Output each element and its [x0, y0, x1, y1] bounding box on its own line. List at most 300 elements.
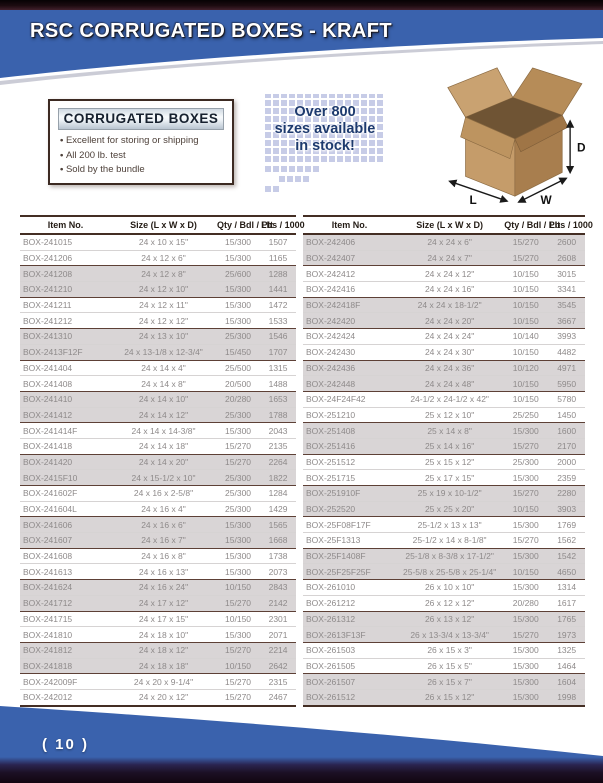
table-row: [20, 250, 296, 266]
qty-cell: 10/150: [503, 376, 548, 392]
spec-table-left: [20, 215, 305, 707]
promo-mosaic-strip: [265, 184, 279, 192]
item-no-cell: BOX-241812: [20, 642, 111, 658]
size-cell: 24 x 10 x 15": [111, 234, 216, 250]
lbs-cell: 2359: [548, 470, 585, 486]
size-cell: 24 x 14 x 20": [111, 454, 216, 470]
item-no-cell: BOX-2613F13F: [303, 627, 396, 643]
column-header-qty: Qty / Bdl / Plt: [503, 216, 548, 234]
table-row: [20, 438, 296, 454]
table-row: [303, 533, 585, 549]
size-cell: 24 x 24 x 6": [396, 234, 503, 250]
depth-label: D: [577, 140, 586, 155]
size-cell: 24 x 24 x 24": [396, 329, 503, 345]
qty-cell: 15/300: [503, 517, 548, 533]
lbs-cell: 1488: [260, 376, 296, 392]
size-cell: 24 x 12 x 8": [111, 266, 216, 282]
qty-cell: 15/450: [216, 344, 260, 360]
qty-cell: 25/300: [503, 454, 548, 470]
qty-cell: 25/500: [216, 360, 260, 376]
item-no-cell: BOX-261503: [303, 642, 396, 658]
lbs-cell: 1472: [260, 297, 296, 313]
size-cell: 24 x 17 x 12": [111, 595, 216, 611]
table-header: [303, 216, 593, 234]
size-cell: 24 x 13-1/8 x 12-3/4": [111, 344, 216, 360]
lbs-cell: 1165: [260, 250, 296, 266]
lbs-cell: 1314: [548, 580, 585, 596]
table-row: [20, 580, 296, 596]
qty-cell: 10/150: [503, 297, 548, 313]
item-no-cell: BOX-242418F: [303, 297, 396, 313]
size-cell: 24 x 24 x 18-1/2": [396, 297, 503, 313]
table-row: [303, 611, 585, 627]
size-cell: 24 x 16 x 6": [111, 517, 216, 533]
table-row: [303, 595, 585, 611]
qty-cell: 15/300: [216, 297, 260, 313]
table-row: [20, 391, 296, 407]
qty-cell: 15/300: [503, 470, 548, 486]
lbs-cell: 1464: [548, 658, 585, 674]
table-row: [20, 344, 296, 360]
item-no-cell: BOX-241712: [20, 595, 111, 611]
size-cell: 26 x 15 x 7": [396, 674, 503, 690]
lbs-cell: 1533: [260, 313, 296, 329]
table-row: [20, 642, 296, 658]
bullet-item: • Excellent for storing or shipping: [60, 134, 232, 149]
length-label: L: [469, 193, 477, 206]
item-no-cell: BOX-241208: [20, 266, 111, 282]
lbs-cell: 2264: [260, 454, 296, 470]
table-row: [303, 642, 585, 658]
lbs-cell: 1738: [260, 548, 296, 564]
table-row: [303, 407, 585, 423]
lbs-cell: 1562: [548, 533, 585, 549]
item-no-cell: BOX-251416: [303, 438, 396, 454]
qty-cell: 15/300: [216, 423, 260, 439]
lbs-cell: 1288: [260, 266, 296, 282]
qty-cell: 15/300: [216, 564, 260, 580]
promo-line: sizes available: [274, 121, 376, 138]
lbs-cell: 2135: [260, 438, 296, 454]
qty-cell: 10/150: [503, 344, 548, 360]
size-cell: 24 x 20 x 9-1/4": [111, 674, 216, 690]
lbs-cell: 1315: [260, 360, 296, 376]
page-number: ( 10 ): [42, 736, 90, 753]
lbs-cell: 1668: [260, 533, 296, 549]
column-header-qty: Qty / Bdl / Plt: [216, 216, 260, 234]
size-cell: 24 x 14 x 8": [111, 376, 216, 392]
info-box-title: CORRUGATED BOXES: [58, 108, 224, 130]
item-no-cell: BOX-261312: [303, 611, 396, 627]
size-cell: 24 x 24 x 20": [396, 313, 503, 329]
item-no-cell: BOX-251408: [303, 423, 396, 439]
size-cell: 24 x 24 x 12": [396, 266, 503, 282]
lbs-cell: 1284: [260, 486, 296, 502]
item-no-cell: BOX-261512: [303, 689, 396, 705]
table-row: [303, 266, 585, 282]
lbs-cell: 2608: [548, 250, 585, 266]
qty-cell: 15/270: [503, 533, 548, 549]
table-row: [303, 391, 585, 407]
item-no-cell: BOX-241608: [20, 548, 111, 564]
lbs-cell: 2843: [260, 580, 296, 596]
lbs-cell: 1507: [260, 234, 296, 250]
qty-cell: 20/280: [216, 391, 260, 407]
size-cell: 25 x 14 x 16": [396, 438, 503, 454]
qty-cell: 15/270: [503, 627, 548, 643]
size-cell: 26 x 13 x 12": [396, 611, 503, 627]
table-header: [20, 216, 305, 234]
item-no-cell: BOX-2413F12F: [20, 344, 111, 360]
item-no-cell: BOX-241212: [20, 313, 111, 329]
item-no-cell: BOX-252520: [303, 501, 396, 517]
table-row: [303, 658, 585, 674]
qty-cell: 15/300: [503, 611, 548, 627]
qty-cell: 15/300: [503, 580, 548, 596]
table-row: [20, 611, 296, 627]
lbs-cell: 1765: [548, 611, 585, 627]
lbs-cell: 3903: [548, 501, 585, 517]
item-no-cell: BOX-241613: [20, 564, 111, 580]
table-row: [20, 266, 296, 282]
lbs-cell: 1707: [260, 344, 296, 360]
table-row: [303, 674, 585, 690]
table-row: [20, 486, 296, 502]
size-cell: 24 x 14 x 18": [111, 438, 216, 454]
promo-mosaic-strip: [279, 174, 309, 182]
lbs-cell: 1429: [260, 501, 296, 517]
lbs-cell: 1822: [260, 470, 296, 486]
lbs-cell: 2600: [548, 234, 585, 250]
table-row: [20, 501, 296, 517]
qty-cell: 15/300: [216, 533, 260, 549]
qty-cell: 25/300: [216, 407, 260, 423]
lbs-cell: 2301: [260, 611, 296, 627]
item-no-cell: BOX-241624: [20, 580, 111, 596]
info-bullet-list: [60, 134, 232, 178]
size-cell: 24 x 18 x 10": [111, 627, 216, 643]
lbs-cell: 1441: [260, 282, 296, 298]
lbs-cell: 2000: [548, 454, 585, 470]
qty-cell: 15/270: [216, 454, 260, 470]
item-no-cell: BOX-241410: [20, 391, 111, 407]
size-cell: 25-1/2 x 13 x 13": [396, 517, 503, 533]
size-cell: 24 x 16 x 24": [111, 580, 216, 596]
table-row: [20, 234, 296, 250]
spec-table-right: [303, 215, 593, 707]
lbs-cell: 1565: [260, 517, 296, 533]
size-cell: 26 x 12 x 12": [396, 595, 503, 611]
qty-cell: 15/270: [503, 486, 548, 502]
lbs-cell: 1325: [548, 642, 585, 658]
top-dark-bar: [0, 0, 603, 10]
item-no-cell: BOX-241810: [20, 627, 111, 643]
item-no-cell: BOX-25F08F17F: [303, 517, 396, 533]
item-no-cell: BOX-251210: [303, 407, 396, 423]
item-no-cell: BOX-241210: [20, 282, 111, 298]
lbs-cell: 4971: [548, 360, 585, 376]
size-cell: 25 x 25 x 20": [396, 501, 503, 517]
lbs-cell: 2071: [260, 627, 296, 643]
size-cell: 25 x 17 x 15": [396, 470, 503, 486]
lbs-cell: 2280: [548, 486, 585, 502]
table-row: [20, 329, 296, 345]
lbs-cell: 3545: [548, 297, 585, 313]
size-cell: 24 x 12 x 6": [111, 250, 216, 266]
bottom-dark-bar: [0, 757, 603, 783]
item-no-cell: BOX-242436: [303, 360, 396, 376]
lbs-cell: 4650: [548, 564, 585, 580]
column-header-size: Size (L x W x D): [111, 216, 216, 234]
size-cell: 24 x 13 x 10": [111, 329, 216, 345]
table-row: [20, 627, 296, 643]
item-no-cell: BOX-24F24F42: [303, 391, 396, 407]
item-no-cell: BOX-241607: [20, 533, 111, 549]
size-cell: 25-1/2 x 14 x 8-1/8": [396, 533, 503, 549]
size-cell: 24 x 24 x 36": [396, 360, 503, 376]
lbs-cell: 2170: [548, 438, 585, 454]
size-cell: 24 x 14 x 14-3/8": [111, 423, 216, 439]
table-row: [303, 423, 585, 439]
table-row: [303, 548, 585, 564]
lbs-cell: 1450: [548, 407, 585, 423]
item-no-cell: BOX-25F1313: [303, 533, 396, 549]
size-cell: 25-5/8 x 25-5/8 x 25-1/4": [396, 564, 503, 580]
size-cell: 25 x 15 x 12": [396, 454, 503, 470]
promo-line: Over 800: [294, 104, 356, 120]
qty-cell: 25/300: [216, 501, 260, 517]
table-row: [303, 234, 585, 250]
table-row: [303, 282, 585, 298]
item-no-cell: BOX-242012: [20, 689, 111, 705]
size-cell: 24 x 16 x 13": [111, 564, 216, 580]
table-row: [303, 438, 585, 454]
qty-cell: 15/270: [216, 595, 260, 611]
table-row: [303, 344, 585, 360]
item-no-cell: BOX-261507: [303, 674, 396, 690]
item-no-cell: BOX-261505: [303, 658, 396, 674]
qty-cell: 10/150: [503, 501, 548, 517]
lbs-cell: 2214: [260, 642, 296, 658]
lbs-cell: 1604: [548, 674, 585, 690]
lbs-cell: 1769: [548, 517, 585, 533]
size-cell: 24 x 20 x 12": [111, 689, 216, 705]
qty-cell: 15/300: [503, 689, 548, 705]
item-no-cell: BOX-241414F: [20, 423, 111, 439]
qty-cell: 10/150: [503, 313, 548, 329]
qty-cell: 10/150: [216, 611, 260, 627]
qty-cell: 15/300: [503, 674, 548, 690]
table-row: [20, 517, 296, 533]
item-no-cell: BOX-241604L: [20, 501, 111, 517]
lbs-cell: 1788: [260, 407, 296, 423]
item-no-cell: BOX-241418: [20, 438, 111, 454]
page-title: RSC CORRUGATED BOXES - KRAFT: [30, 20, 392, 42]
table-row: [20, 564, 296, 580]
qty-cell: 15/300: [503, 423, 548, 439]
table-row: [303, 297, 585, 313]
tables-container: [20, 215, 593, 707]
item-no-cell: BOX-242009F: [20, 674, 111, 690]
lbs-cell: 1998: [548, 689, 585, 705]
qty-cell: 15/270: [216, 674, 260, 690]
item-no-cell: BOX-241404: [20, 360, 111, 376]
qty-cell: 15/270: [216, 689, 260, 705]
qty-cell: 25/300: [216, 486, 260, 502]
item-no-cell: BOX-241408: [20, 376, 111, 392]
item-no-cell: BOX-242412: [303, 266, 396, 282]
table-row: [303, 250, 585, 266]
table-row: [303, 627, 585, 643]
lbs-cell: 5780: [548, 391, 585, 407]
table-row: [20, 423, 296, 439]
qty-cell: 15/270: [216, 438, 260, 454]
item-no-cell: BOX-241818: [20, 658, 111, 674]
item-no-cell: BOX-242406: [303, 234, 396, 250]
table-row: [20, 548, 296, 564]
item-no-cell: BOX-261010: [303, 580, 396, 596]
qty-cell: 20/500: [216, 376, 260, 392]
table-row: [303, 470, 585, 486]
item-no-cell: BOX-241206: [20, 250, 111, 266]
lbs-cell: 3341: [548, 282, 585, 298]
lbs-cell: 3993: [548, 329, 585, 345]
item-no-cell: BOX-242448: [303, 376, 396, 392]
lbs-cell: 1617: [548, 595, 585, 611]
qty-cell: 15/300: [216, 517, 260, 533]
qty-cell: 15/270: [216, 642, 260, 658]
promo-mosaic-strip: [265, 164, 321, 172]
item-no-cell: BOX-241211: [20, 297, 111, 313]
item-no-cell: BOX-241412: [20, 407, 111, 423]
item-no-cell: BOX-241606: [20, 517, 111, 533]
table-row: [20, 533, 296, 549]
lbs-cell: 1973: [548, 627, 585, 643]
size-cell: 25 x 14 x 8": [396, 423, 503, 439]
size-cell: 24 x 16 x 2-5/8": [111, 486, 216, 502]
table-row: [20, 297, 296, 313]
item-no-cell: BOX-25F25F25F: [303, 564, 396, 580]
qty-cell: 15/300: [216, 250, 260, 266]
table-row: [303, 454, 585, 470]
table-row: [20, 360, 296, 376]
lbs-cell: 2315: [260, 674, 296, 690]
bullet-item: • All 200 lb. test: [60, 149, 232, 164]
qty-cell: 15/300: [216, 282, 260, 298]
qty-cell: 15/270: [503, 438, 548, 454]
column-header-lbs: Lbs / 1000: [260, 216, 296, 234]
lbs-cell: 5950: [548, 376, 585, 392]
qty-cell: 25/600: [216, 266, 260, 282]
size-cell: 26 x 10 x 10": [396, 580, 503, 596]
table-row: [20, 407, 296, 423]
lbs-cell: 1600: [548, 423, 585, 439]
table-row: [20, 313, 296, 329]
item-no-cell: BOX-2415F10: [20, 470, 111, 486]
column-header-size: Size (L x W x D): [396, 216, 503, 234]
qty-cell: 15/300: [216, 313, 260, 329]
column-header-item-no: Item No.: [20, 216, 111, 234]
size-cell: 25 x 12 x 10": [396, 407, 503, 423]
qty-cell: 10/150: [503, 266, 548, 282]
item-no-cell: BOX-241015: [20, 234, 111, 250]
size-cell: 26 x 15 x 5": [396, 658, 503, 674]
size-cell: 24 x 12 x 11": [111, 297, 216, 313]
size-cell: 24 x 17 x 15": [111, 611, 216, 627]
width-label: W: [540, 193, 552, 206]
table-row: [303, 376, 585, 392]
item-no-cell: BOX-261212: [303, 595, 396, 611]
qty-cell: 10/150: [503, 564, 548, 580]
item-no-cell: BOX-242420: [303, 313, 396, 329]
size-cell: 24 x 24 x 7": [396, 250, 503, 266]
table-row: [303, 517, 585, 533]
qty-cell: 10/120: [503, 360, 548, 376]
item-no-cell: BOX-242407: [303, 250, 396, 266]
table-row: [303, 486, 585, 502]
table-row: [20, 674, 296, 690]
size-cell: 24 x 24 x 16": [396, 282, 503, 298]
qty-cell: 15/300: [216, 548, 260, 564]
table-row: [303, 564, 585, 580]
qty-cell: 25/300: [216, 329, 260, 345]
item-no-cell: BOX-251715: [303, 470, 396, 486]
qty-cell: 25/300: [216, 470, 260, 486]
qty-cell: 10/150: [216, 658, 260, 674]
lbs-cell: 4482: [548, 344, 585, 360]
table-row: [303, 501, 585, 517]
table-row: [20, 470, 296, 486]
bullet-item: • Sold by the bundle: [60, 163, 232, 178]
table-row: [303, 360, 585, 376]
size-cell: 24 x 16 x 4": [111, 501, 216, 517]
size-cell: 24 x 14 x 12": [111, 407, 216, 423]
qty-cell: 15/300: [503, 548, 548, 564]
item-no-cell: BOX-241715: [20, 611, 111, 627]
column-header-lbs: Lbs / 1000: [548, 216, 585, 234]
qty-cell: 15/300: [216, 627, 260, 643]
size-cell: 24 x 18 x 18": [111, 658, 216, 674]
corrugated-boxes-info-box: [48, 99, 234, 185]
size-cell: 24 x 18 x 12": [111, 642, 216, 658]
lbs-cell: 2467: [260, 689, 296, 705]
item-no-cell: BOX-25F1408F: [303, 548, 396, 564]
lbs-cell: 2642: [260, 658, 296, 674]
item-no-cell: BOX-251512: [303, 454, 396, 470]
lbs-cell: 2073: [260, 564, 296, 580]
qty-cell: 20/280: [503, 595, 548, 611]
size-cell: 24 x 16 x 7": [111, 533, 216, 549]
box-illustration: [413, 58, 595, 206]
table-row: [303, 580, 585, 596]
lbs-cell: 3015: [548, 266, 585, 282]
table-row: [303, 329, 585, 345]
lbs-cell: 1542: [548, 548, 585, 564]
table-row: [20, 658, 296, 674]
size-cell: 24 x 12 x 12": [111, 313, 216, 329]
size-cell: 24 x 24 x 48": [396, 376, 503, 392]
size-cell: 24-1/2 x 24-1/2 x 42": [396, 391, 503, 407]
size-cell: 25 x 19 x 10-1/2": [396, 486, 503, 502]
size-cell: 24 x 14 x 4": [111, 360, 216, 376]
lbs-cell: 2043: [260, 423, 296, 439]
promo-line: in stock!: [295, 138, 355, 155]
item-no-cell: BOX-251910F: [303, 486, 396, 502]
table-row: [20, 282, 296, 298]
lbs-cell: 1653: [260, 391, 296, 407]
item-no-cell: BOX-242416: [303, 282, 396, 298]
size-cell: 26 x 15 x 3": [396, 642, 503, 658]
